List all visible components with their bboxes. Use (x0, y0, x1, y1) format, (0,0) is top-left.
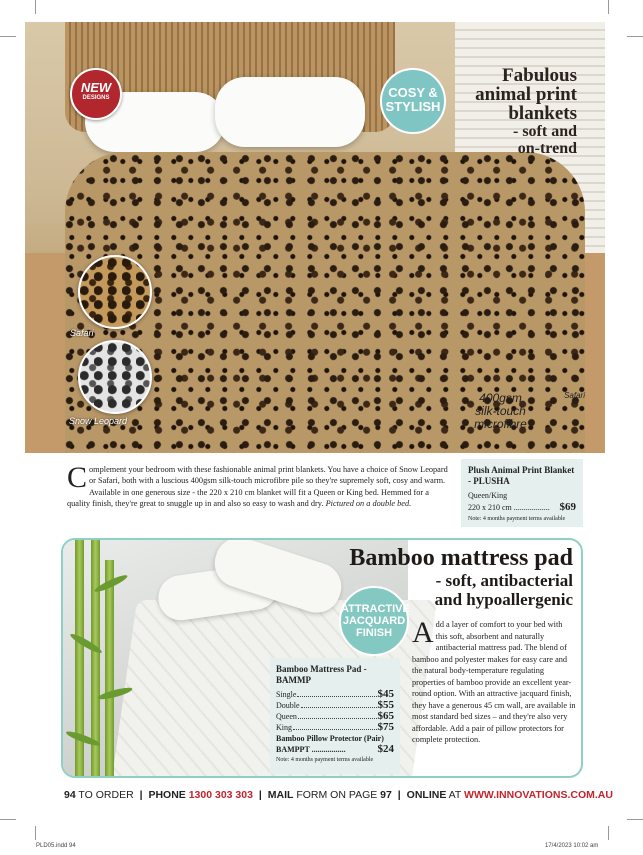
hero-subtitle-line: on-trend (517, 140, 577, 157)
hero-title-line: blankets (508, 103, 577, 124)
bamboo-description (412, 616, 576, 746)
bamboo-stalk (105, 560, 114, 776)
payment-note: Note: 4 months payment terms available (468, 516, 566, 522)
gsm-line: 400gsm (479, 391, 522, 405)
hero-title (475, 66, 577, 157)
separator: | (258, 789, 262, 801)
price-box-title: Bamboo Mattress Pad -BAMMP (276, 664, 367, 685)
leader-dots (301, 707, 377, 708)
safari-swatch-label: Safari (70, 328, 94, 338)
leader-dots (293, 729, 377, 730)
slug-timestamp: 17/4/2023 10:02 am (545, 843, 599, 849)
crop-mark (35, 826, 36, 840)
website-url: WWW.INNOVATIONS.COM.AU (464, 789, 613, 801)
badge-new-text: NEW (80, 80, 112, 95)
crop-mark (608, 826, 609, 840)
bamboo-subtitle-line: - soft, antibacterial (435, 571, 573, 590)
online-label: ONLINE (406, 789, 447, 801)
blanket-price-box (461, 459, 583, 527)
crop-mark (608, 0, 609, 14)
gsm-callout (453, 392, 548, 431)
hero-title-line: animal print (475, 84, 577, 105)
protector-price: $24 (377, 743, 394, 755)
crop-mark (0, 819, 16, 820)
badge-att-line: JACQUARD (342, 615, 406, 627)
bamboo-heading: Bamboo mattress pad (349, 545, 573, 571)
price-row (276, 689, 394, 700)
crop-mark (35, 0, 36, 14)
payment-note: Note: 4 months payment terms available (276, 757, 374, 763)
price-value: $65 (377, 710, 394, 722)
drop-cap: A (412, 616, 434, 649)
cosy-stylish-badge (380, 68, 446, 134)
page-number: 94 (64, 789, 76, 801)
price-row (276, 711, 394, 722)
hero-title-line: Fabulous (502, 65, 577, 86)
hero-image-blanket (25, 22, 605, 453)
bamboo-subtitle-line: and hypoallergenic (434, 590, 573, 609)
size-label: Double (276, 701, 300, 710)
size-label: Single (276, 690, 297, 699)
bamboo-title (343, 545, 573, 609)
price-row (276, 700, 394, 711)
online-at: AT (448, 789, 462, 801)
pillow (215, 77, 365, 147)
protector-row (276, 744, 394, 755)
phone-number: 1300 303 303 (188, 789, 253, 801)
price-box-title: Plush Animal Print Blanket - PLUSHA (468, 465, 575, 486)
gsm-line: microfibre (474, 417, 527, 431)
price-value: $55 (377, 699, 394, 711)
drop-cap: C (67, 461, 88, 494)
badge-att-line: FINISH (355, 627, 393, 639)
price-row (468, 501, 576, 514)
badge-designs-text: DESIGNS (82, 95, 110, 101)
badge-att-line: ATTRACTIVE (341, 603, 410, 615)
leader-dots (298, 718, 377, 719)
crop-mark (627, 36, 643, 37)
leader-dots (297, 696, 376, 697)
order-footer (64, 789, 613, 801)
price-row (276, 722, 394, 733)
protector-code: BAMPPT ................. (276, 745, 346, 754)
price-value: $69 (559, 501, 576, 513)
size-label: Queen (276, 712, 297, 721)
crop-mark (627, 819, 643, 820)
badge-cosy-line1: COSY & (388, 85, 438, 100)
bamboo-price-box (270, 658, 400, 774)
badge-cosy-line2: STYLISH (385, 99, 441, 114)
size-label: Queen/King (468, 491, 508, 500)
mail-page: 97 (380, 789, 392, 801)
separator: | (139, 789, 143, 801)
size-value: 220 x 210 cm .................. (468, 503, 550, 512)
bamboo-mattress-pad-section (61, 538, 583, 778)
mail-text: FORM ON PAGE (296, 789, 378, 801)
separator: | (397, 789, 401, 801)
gsm-line: silk-touch (475, 404, 526, 418)
blanket-description (67, 461, 452, 510)
slug-file-name: PLD05.indd 94 (36, 843, 76, 849)
crop-mark (0, 36, 16, 37)
new-designs-badge (70, 68, 122, 120)
bamboo-body-text: dd a layer of comfort to your bed with this soft, absorbent and naturally antibacterial mattress pad. The blend of bamboo and polyester makes for easy care and the natural body-temperature regulating properties of bamboo provide an excellent year-round option. With an attractive jacquard finish, they have a generous 45 cm wall, are available in most standard bed sizes – and they're also very affordable. Add a pair of pillow protectors for complete protection. (412, 620, 576, 744)
hero-subtitle-line: - soft and (512, 123, 577, 140)
phone-label: PHONE (148, 789, 186, 801)
description-italic: Pictured on a double bed. (325, 499, 412, 509)
description-text: omplement your bedroom with these fashionable animal print blankets. You have a choice of Snow Leopard or Safari, both with a luscious 400gsm silk-touch microfibre pile so they're supremely soft, cosy and warm. Available in one generous size - the 220 x 210 cm blanket will fit a Queen or King bed. Hemmed for a quality finish, they're great to snuggle up in and also so easy to wash and dry. (67, 465, 448, 509)
mail-label: MAIL (267, 789, 294, 801)
safari-label: Safari (564, 391, 585, 400)
protector-title: Bamboo Pillow Protector (Pair) (276, 734, 384, 743)
price-value: $75 (377, 721, 394, 733)
size-label: King (276, 723, 292, 732)
safari-swatch (78, 255, 152, 329)
snow-leopard-swatch-label: Snow Leopard (69, 416, 128, 426)
to-order-text: TO ORDER (78, 789, 134, 801)
snow-leopard-swatch (78, 340, 152, 414)
price-value: $45 (377, 688, 394, 700)
